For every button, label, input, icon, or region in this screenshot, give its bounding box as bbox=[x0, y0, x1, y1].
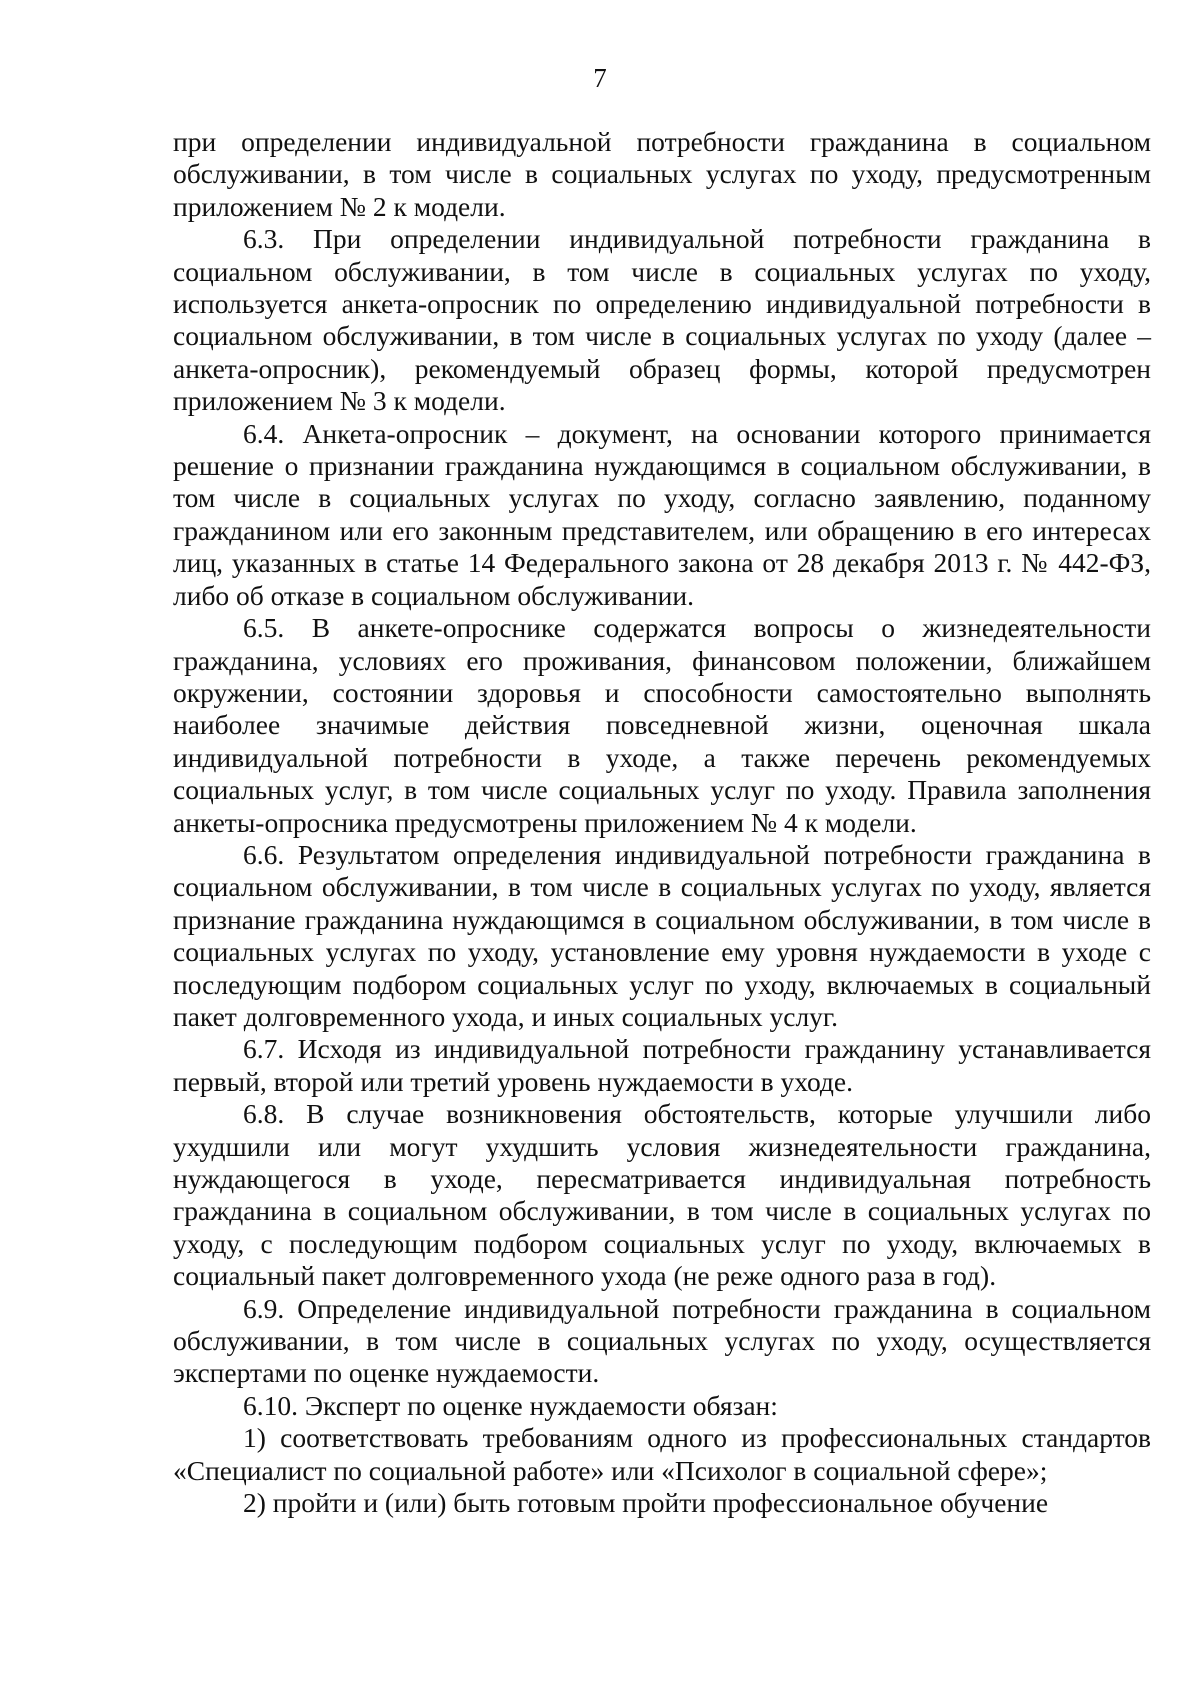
list-item-2: 2) пройти и (или) быть готовым пройти профессиональное обучение bbox=[243, 1487, 1049, 1519]
list-item-1: 1) соответствовать требованиям одного из профессиональных стандартов «Специалист по социальной работе» или «Психолог в социальной сфере»; bbox=[173, 1422, 1151, 1486]
paragraph-6-8: 6.8. В случае возникновения обстоятельств, которые улучшили либо ухудшили или могут ухудшить условия жизнедеятельности гражданина, нуждающегося в уходе, пересматривается индивидуальная потребность гражданина в социальном обслуживании, в том числе в социальных услугах по уходу, с последующим подбором социальных услуг по уходу, включаемых в социальный пакет долговременного ухода (не реже одного раза в год). bbox=[173, 1098, 1151, 1292]
paragraph-6-7: 6.7. Исходя из индивидуальной потребности гражданину устанавливается первый, второй или третий уровень нуждаемости в уходе. bbox=[173, 1033, 1151, 1097]
paragraph-6-9: 6.9. Определение индивидуальной потребности гражданина в социальном обслуживании, в том числе в социальных услугах по уходу, осуществляется экспертами по оценке нуждаемости. bbox=[173, 1292, 1151, 1389]
paragraph-continuation: при определении индивидуальной потребности гражданина в социальном обслуживании, в том числе в социальных услугах по уходу, предусмотренным приложением № 2 к модели. bbox=[173, 126, 1151, 222]
paragraph-6-6: 6.6. Результатом определения индивидуальной потребности гражданина в социальном обслуживании, в том числе в социальных услугах по уходу, является признание гражданина нуждающимся в социальном обслуживании, в том числе в социальных услугах по уходу, установление ему уровня нуждаемости в уходе с последующим подбором социальных услуг по уходу, включаемых в социальный пакет долговременного ухода, и иных социальных услуг. bbox=[173, 838, 1151, 1032]
paragraph-6-4: 6.4. Анкета-опросник – документ, на основании которого принимается решение о признании гражданина нуждающимся в социальном обслуживании, в том числе в социальных услугах по уходу, согласно заявлению, поданному гражданином или его законным представителем, или обращению в его интересах лиц, указанных в статье 14 Федерального закона от 28 декабря 2013 г. № 442-ФЗ, либо об отказе в социальном обслуживании. bbox=[173, 417, 1151, 611]
document-body bbox=[173, 126, 1151, 1519]
paragraph-6-5: 6.5. В анкете-опроснике содержатся вопросы о жизнедеятельности гражданина, условиях его проживания, финансовом положении, ближайшем окружении, состоянии здоровья и способности самостоятельно выполнять наиболее значимые действия повседневной жизни, оценочная шкала индивидуальной потребности в уходе, а также перечень рекомендуемых социальных услуг, в том числе социальных услуг по уходу. Правила заполнения анкеты-опросника предусмотрены приложением № 4 к модели. bbox=[173, 612, 1151, 838]
page-number: 7 bbox=[593, 63, 607, 93]
paragraph-6-3: 6.3. При определении индивидуальной потребности гражданина в социальном обслуживании, в том числе в социальных услугах по уходу, используется анкета-опросник по определению индивидуальной потребности в социальном обслуживании, в том числе в социальных услугах по уходу (далее – анкета-опросник), рекомендуемый образец формы, которой предусмотрен приложением № 3 к модели. bbox=[173, 223, 1151, 417]
paragraph-6-10: 6.10. Эксперт по оценке нуждаемости обязан: bbox=[243, 1389, 778, 1421]
